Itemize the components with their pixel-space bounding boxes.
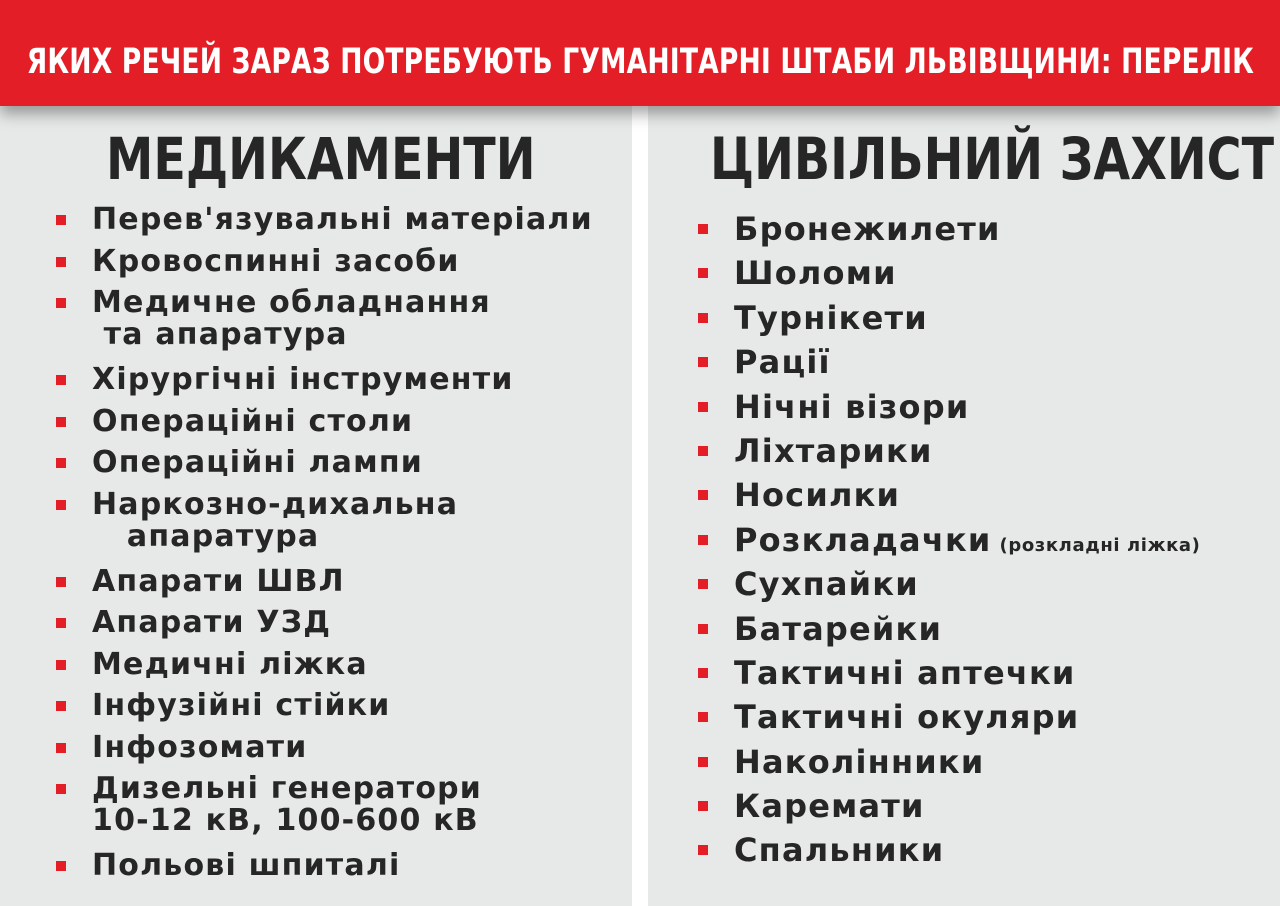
item-label: Кровоспинні засоби <box>92 243 460 279</box>
list-item <box>696 567 1200 611</box>
bullet-icon <box>56 618 66 628</box>
list-item <box>54 287 593 364</box>
list-item <box>54 607 593 649</box>
bullet-icon <box>56 375 66 385</box>
list-item <box>696 298 1200 345</box>
list-item <box>54 729 593 774</box>
list-item <box>54 447 593 489</box>
item-label-continued: апаратура <box>92 518 320 554</box>
item-label: Турнікети <box>734 298 928 337</box>
list-item <box>696 833 1200 877</box>
item-label-continued: та апаратура <box>92 317 348 352</box>
item-label: Сухпайки <box>734 565 919 604</box>
list-item <box>696 520 1201 567</box>
bullet-icon <box>698 579 708 589</box>
list-item <box>696 653 1200 700</box>
bullet-icon <box>698 535 708 545</box>
item-label: Наколінники <box>734 742 985 781</box>
item-label: Дизельні генератори <box>92 771 483 806</box>
item-label: Каремати <box>734 787 925 826</box>
bullet-icon <box>56 298 66 308</box>
bullet-icon <box>56 458 66 468</box>
bullet-icon <box>698 357 708 367</box>
item-label: Медичні ліжка <box>92 646 368 682</box>
item-label: Інфузійні стійки <box>92 688 391 723</box>
bullet-icon <box>56 861 66 871</box>
list-item <box>696 742 1200 789</box>
item-label: Медичне обладнання <box>92 285 491 320</box>
bullet-icon <box>698 668 708 678</box>
list-item <box>696 431 1200 478</box>
list-item <box>54 204 593 246</box>
title-banner <box>0 0 1280 106</box>
item-label: Ліхтарики <box>734 431 933 470</box>
item-label: Апарати УЗД <box>92 605 332 640</box>
bullet-icon <box>698 268 708 278</box>
item-label: Тактичні аптечки <box>734 653 1076 692</box>
list-item <box>696 478 1200 522</box>
item-label: Тактичні окуляри <box>734 698 1080 737</box>
civil-defense-heading: ЦИВІЛЬНИЙ ЗАХИСТ <box>710 125 1275 193</box>
item-label-continued: 10-12 кВ, 100-600 кВ <box>92 803 479 838</box>
list-item <box>696 789 1200 833</box>
bullet-icon <box>698 490 708 500</box>
list-item <box>54 646 593 691</box>
item-label: Бронежилети <box>734 210 1001 248</box>
item-label: Носилки <box>734 476 901 515</box>
page-title: ЯКИХ РЕЧЕЙ ЗАРАЗ ПОТРЕБУЮТЬ ГУМАНІТАРНІ ШТАБИ ЛЬВІВЩИНИ: ПЕРЕЛІК <box>26 42 1254 82</box>
bullet-icon <box>56 500 66 510</box>
list-item <box>696 700 1200 744</box>
item-label: Спальники <box>734 831 945 870</box>
bullet-icon <box>698 757 708 767</box>
bullet-icon <box>698 224 708 234</box>
list-item <box>696 256 1200 300</box>
list-item <box>54 486 593 566</box>
bullet-icon <box>698 402 708 412</box>
medicines-list <box>54 204 593 892</box>
bullet-icon <box>56 577 66 587</box>
item-label: Хірургічні інструменти <box>92 362 514 397</box>
bullet-icon <box>56 743 66 753</box>
bullet-icon <box>56 257 66 267</box>
list-item <box>696 609 1200 656</box>
bullet-icon <box>698 712 708 722</box>
list-item <box>54 850 593 892</box>
list-item <box>54 243 593 288</box>
item-label: Розкладачки <box>734 520 992 559</box>
medicines-panel <box>0 106 632 906</box>
civil-defense-panel <box>648 106 1280 906</box>
bullet-icon <box>698 624 708 634</box>
list-item <box>696 212 1200 256</box>
list-item <box>54 403 593 448</box>
item-label: Польові шпиталі <box>92 848 401 883</box>
item-label: Операційні столи <box>92 403 414 439</box>
bullet-icon <box>698 446 708 456</box>
item-label: Рації <box>734 343 831 382</box>
item-label: Інфозомати <box>92 729 308 765</box>
bullet-icon <box>56 215 66 225</box>
bullet-icon <box>698 801 708 811</box>
item-label: Батарейки <box>734 609 943 648</box>
item-note: (розкладні ліжка) <box>999 534 1201 556</box>
bullet-icon <box>56 701 66 711</box>
item-label: Шоломи <box>734 254 897 293</box>
list-item <box>54 364 593 406</box>
list-item <box>54 563 593 608</box>
medicines-heading: МЕДИКАМЕНТИ <box>106 125 536 193</box>
item-label: Нічні візори <box>734 387 970 426</box>
bullet-icon <box>56 784 66 794</box>
bullet-icon <box>698 845 708 855</box>
bullet-icon <box>698 313 708 323</box>
item-label: Перев'язувальні матеріали <box>92 202 593 237</box>
list-item <box>54 773 593 850</box>
list-item <box>696 387 1200 434</box>
item-label: Операційні лампи <box>92 445 423 480</box>
civil-defense-list <box>696 212 1200 878</box>
bullet-icon <box>56 417 66 427</box>
list-item <box>54 690 593 732</box>
list-item <box>696 345 1200 389</box>
bullet-icon <box>56 660 66 670</box>
item-label: Наркозно-дихальна <box>92 486 459 522</box>
item-label: Апарати ШВЛ <box>92 563 345 599</box>
